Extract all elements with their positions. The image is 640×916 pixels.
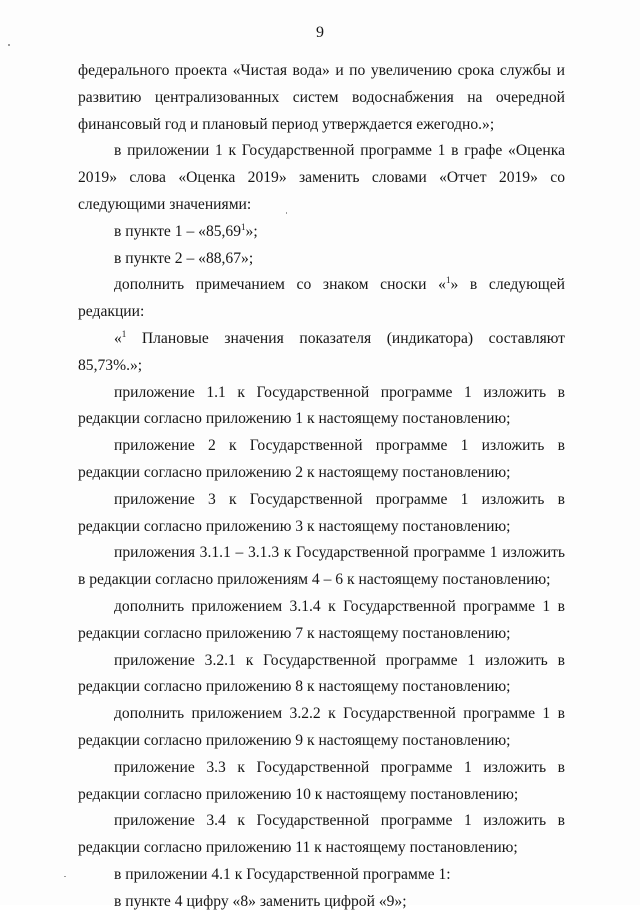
page-number: 9 [316,24,324,41]
paragraph: в приложении 1 к Государственной программе 1 в графе «Оценка 2019» слова «Оценка 2019» заменить словами «Отчет 2019» со следующими значениями: [78,142,565,213]
paragraph: приложение 2 к Государственной программе 1 изложить в редакции согласно приложению 2 к настоящему постановлению; [78,437,565,481]
paragraph-text: « [114,329,122,347]
paragraph-text: дополнить примечанием со знаком сноски « [114,276,446,294]
paragraph: приложения 3.1.1 – 3.1.3 к Государственной программе 1 изложить в редакции согласно приложениям 4 – 6 к настоящему постановлению; [78,544,565,589]
paragraph-text: » в следующей редакции: [78,276,566,321]
footnote-mark: 1 [121,328,127,339]
paragraph: приложение 3.4 к Государственной программе 1 изложить в редакции согласно приложению 11 к настоящему постановлению; [78,812,565,857]
footnote-mark: 1 [445,275,451,286]
paragraph: дополнить приложением 3.2.2 к Государственной программе 1 в редакции согласно приложению 9 к настоящему постановлению; [78,705,565,749]
footnote-paragraph [78,326,565,380]
paragraph-text: в пункте 1 – «85,69 [114,222,242,240]
scan-artifact [8,44,10,46]
paragraph: в приложении 4.1 к Государственной программе 1: [114,865,451,883]
paragraph: в пункте 4 цифру «8» заменить цифрой «9»; [114,892,407,910]
paragraph: приложение 3.2.1 к Государственной программе 1 изложить в редакции согласно приложению 8 к настоящему постановлению; [78,651,565,696]
paragraph: приложение 3 к Государственной программе 1 изложить в редакции согласно приложению 3 к настоящему постановлению; [78,490,565,535]
paragraph [78,272,565,326]
paragraph: в пункте 2 – «88,67»; [114,249,254,267]
scan-artifact [64,876,66,877]
paragraph: приложение 1.1 к Государственной программе 1 изложить в редакции согласно приложению 1 к настоящему постановлению; [78,383,565,428]
paragraph-text: Плановые значения показателя (индикатора) составляют 85,73%.»; [78,329,565,374]
document-body [78,58,565,916]
paragraph-text: »; [245,222,258,240]
paragraph: федерального проекта «Чистая вода» и по увеличению срока службы и развитию централизованных систем водоснабжения на очередной финансовый год и плановый период утверждается ежегодно.»; [78,62,565,133]
footnote-mark: 1 [241,221,246,232]
paragraph: дополнить приложением 3.1.4 к Государственной программе 1 в редакции согласно приложению 7 к настоящему постановлению; [78,597,565,642]
paragraph: приложение 3.3 к Государственной программе 1 изложить в редакции согласно приложению 10 к настоящему постановлению; [78,758,565,803]
paragraph [78,219,565,246]
